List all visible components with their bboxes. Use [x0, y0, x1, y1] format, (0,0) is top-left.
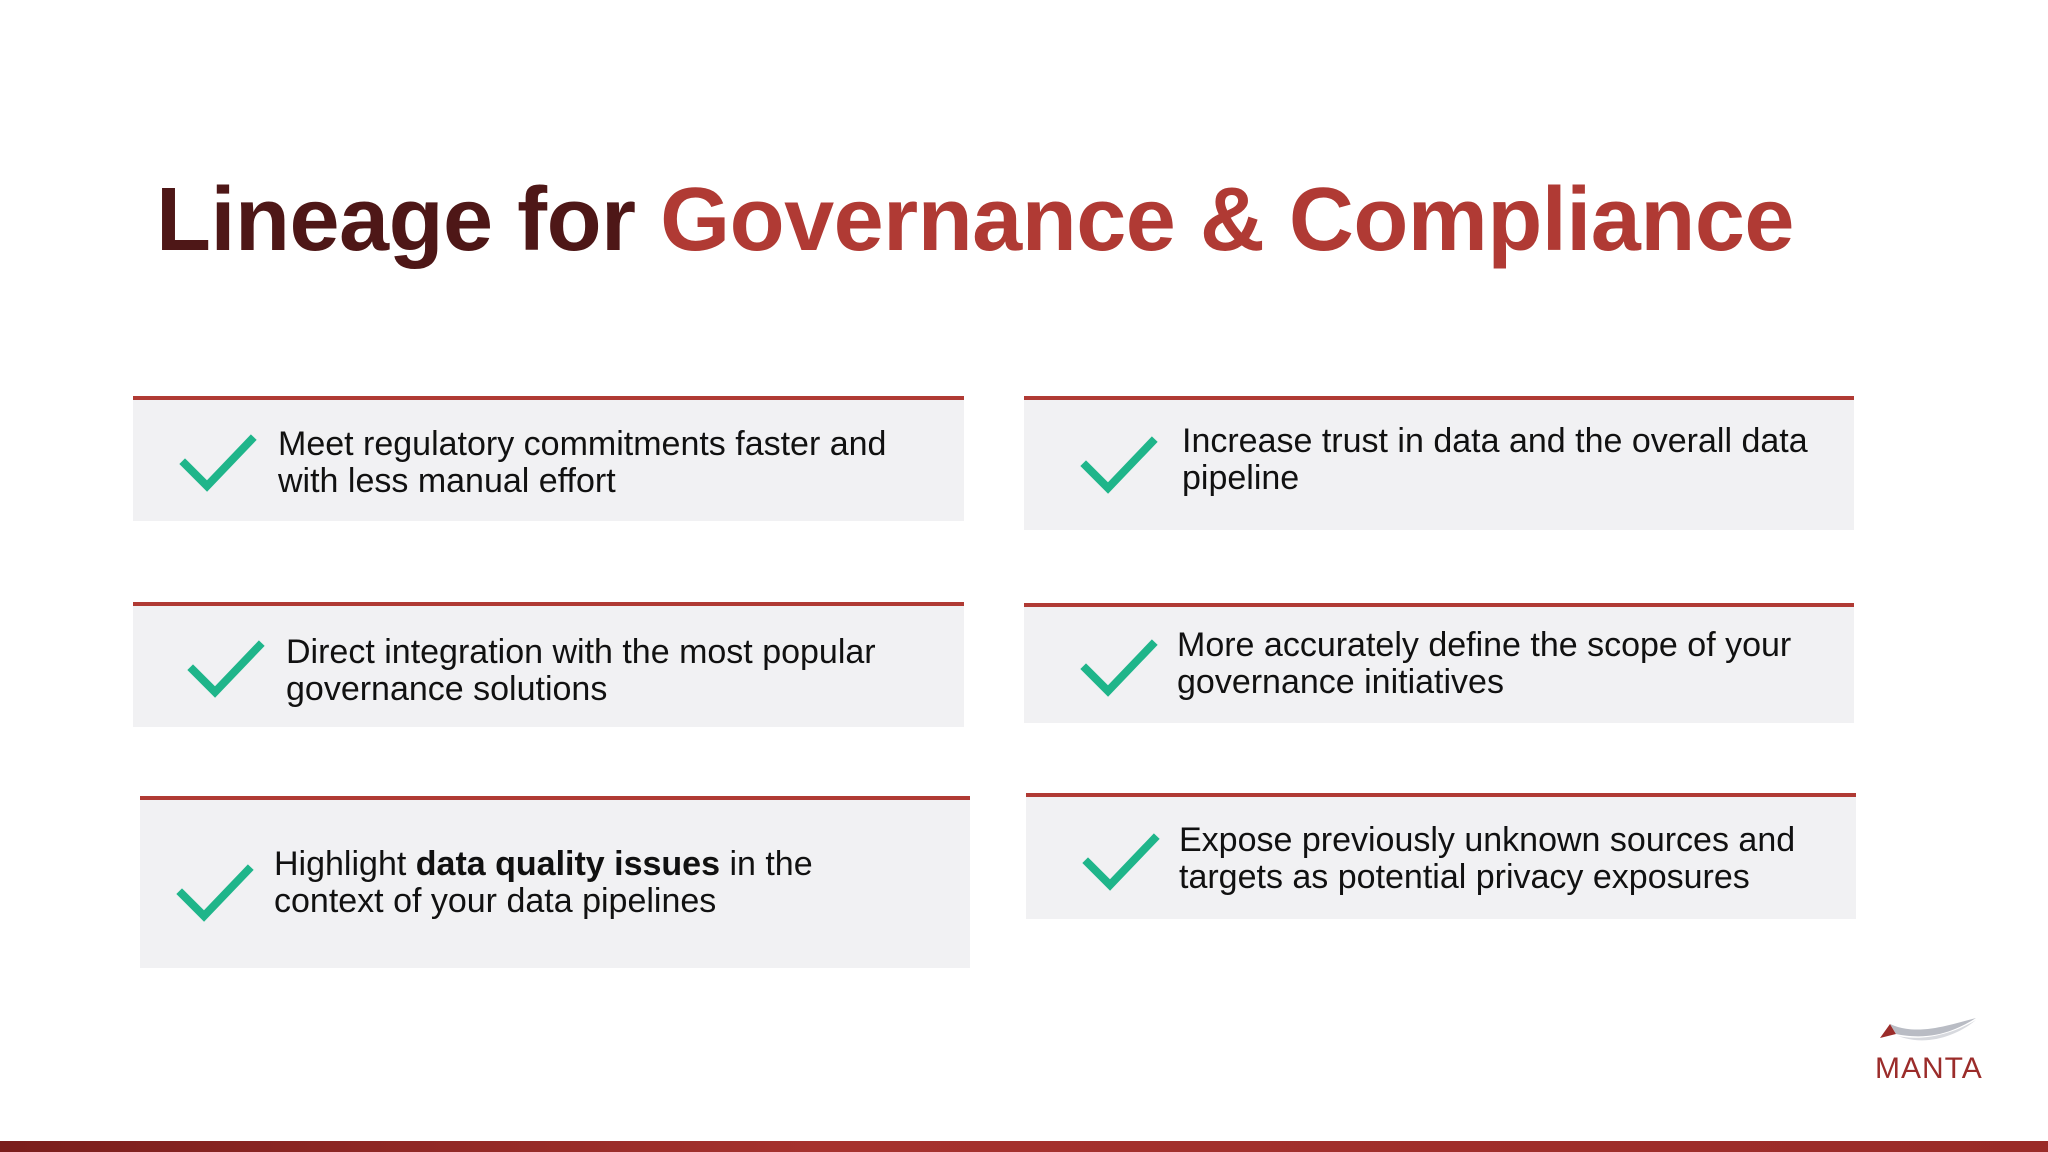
check-icon: [1080, 436, 1160, 500]
benefit-card-integration: [133, 602, 964, 727]
benefit-text: [278, 426, 938, 500]
page-title: [156, 160, 1794, 280]
benefit-card-privacy: [1026, 793, 1856, 919]
benefit-text: [1182, 423, 1842, 497]
benefit-line-2: context of your data pipelines: [274, 882, 717, 920]
title-part-accent: Governance & Compliance: [660, 170, 1794, 270]
check-icon: [179, 434, 259, 498]
manta-logo-text: MANTA: [1875, 1052, 1983, 1085]
benefit-line-1-pre: Highlight: [274, 845, 407, 883]
title-part-dark: Lineage for: [156, 170, 636, 270]
benefit-line-1: Meet regulatory commitments faster and: [278, 425, 887, 463]
benefit-line-1: More accurately define the scope of your: [1177, 626, 1792, 664]
benefit-line-2: targets as potential privacy exposures: [1179, 858, 1750, 896]
benefit-card-data-quality: [140, 796, 970, 968]
benefit-line-2: governance initiatives: [1177, 663, 1504, 701]
manta-logo-icon: [1876, 1012, 1986, 1053]
benefit-highlight: data quality issues: [415, 845, 720, 883]
benefit-line-1: Direct integration with the most popular: [286, 633, 876, 671]
check-icon: [187, 640, 267, 704]
benefit-card-regulatory: [133, 396, 964, 521]
benefit-line-1: Expose previously unknown sources and: [1179, 821, 1796, 859]
manta-logo: [1870, 1012, 1990, 1085]
bottom-accent-bar: [0, 1141, 2048, 1152]
benefit-card-trust: [1024, 396, 1854, 530]
benefit-line-1-post: in the: [729, 845, 813, 883]
check-icon: [176, 864, 256, 928]
benefit-line-2: governance solutions: [286, 670, 608, 708]
benefit-card-scope: [1024, 603, 1854, 723]
benefit-text: [1179, 822, 1839, 896]
benefit-text: [274, 846, 954, 920]
check-icon: [1082, 833, 1162, 897]
benefit-text: [1177, 627, 1837, 701]
benefit-line-2: with less manual effort: [278, 462, 616, 500]
benefit-line-2: pipeline: [1182, 459, 1300, 497]
benefit-line-1: Increase trust in data and the overall data: [1182, 422, 1808, 460]
check-icon: [1080, 639, 1160, 703]
benefit-text: [286, 634, 946, 708]
